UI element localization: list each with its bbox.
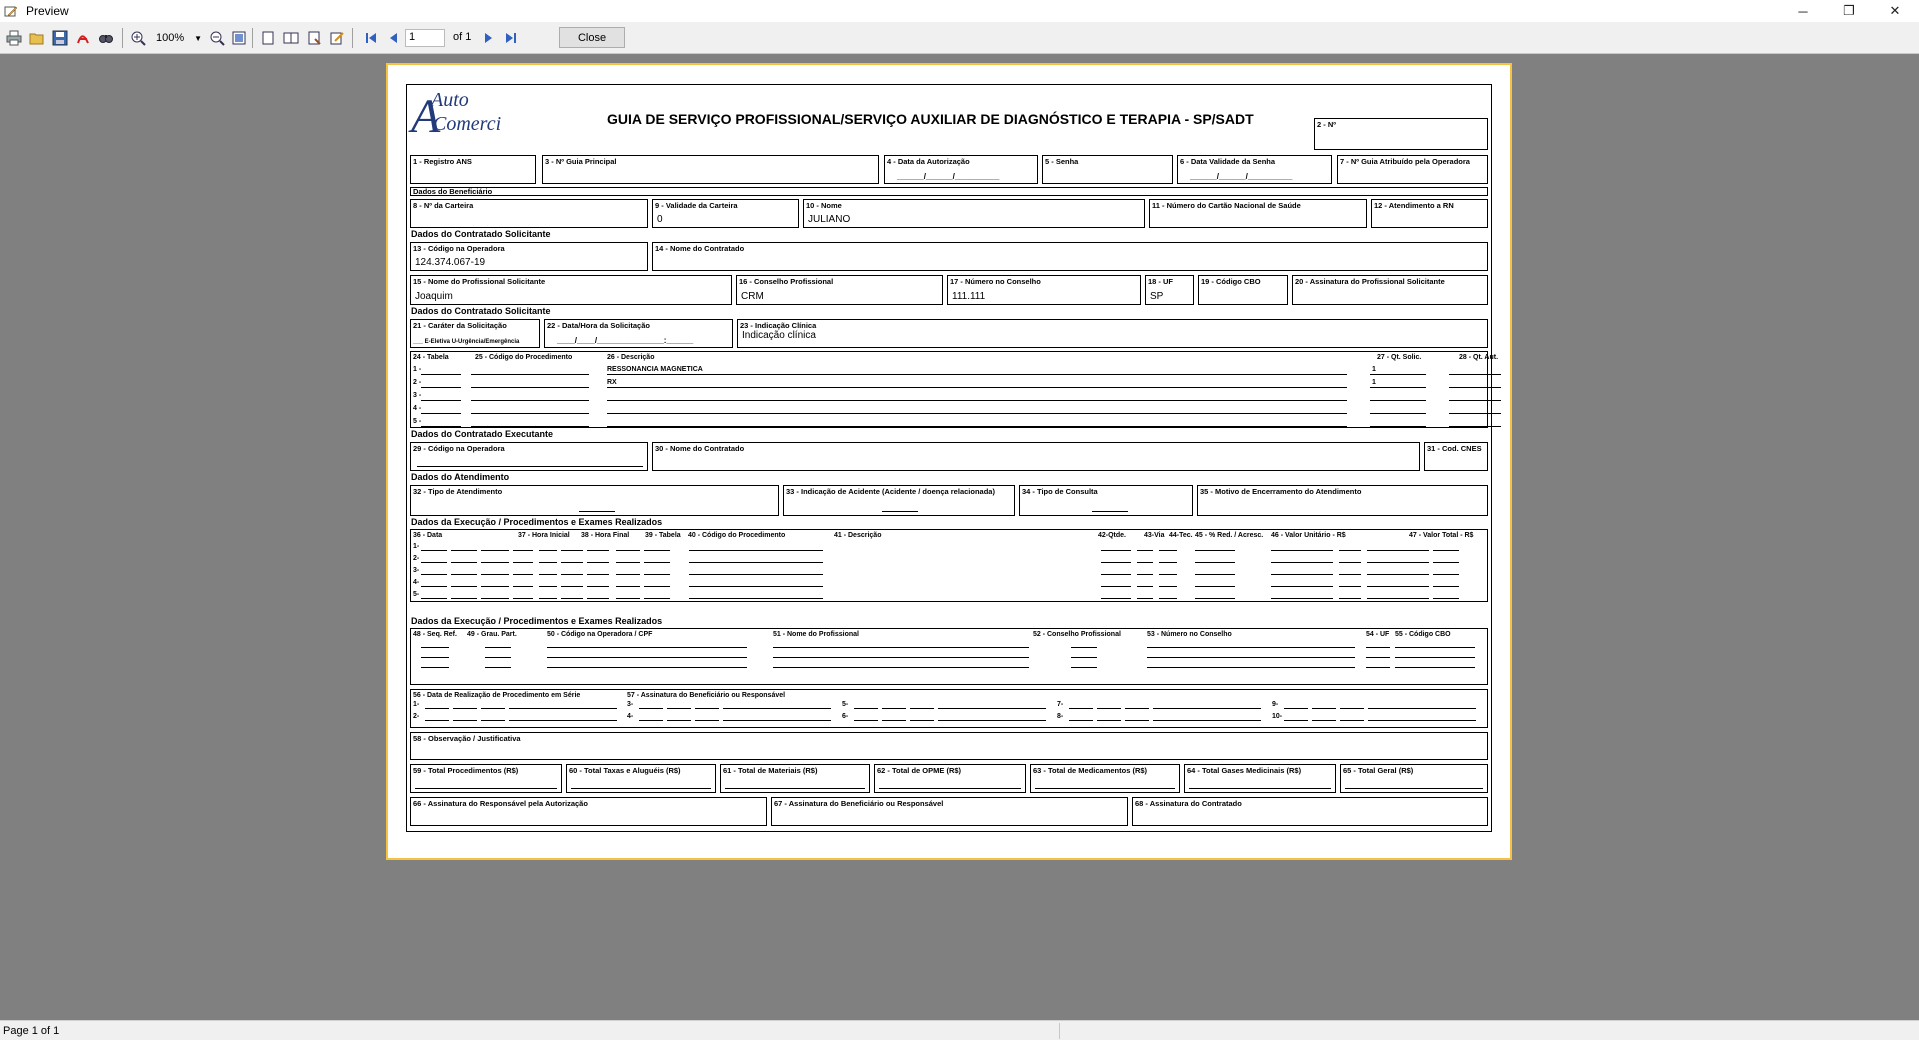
page-number-input[interactable]: 1 (405, 29, 445, 47)
underline (421, 426, 461, 427)
field-13: 13 - Código na Operadora 124.374.067-19 (410, 242, 648, 271)
underline (1137, 586, 1153, 587)
underline (1366, 657, 1390, 658)
underline (539, 550, 557, 551)
underline (1125, 720, 1149, 721)
underline (773, 667, 1029, 668)
field-10: 10 - Nome JULIANO (803, 199, 1145, 228)
section-solicitante-2: Dados do Contratado Solicitante (411, 306, 551, 316)
underline (1101, 598, 1131, 599)
underline (471, 374, 589, 375)
underline (471, 387, 589, 388)
underline (421, 550, 447, 551)
underline (481, 574, 509, 575)
underline (1159, 562, 1177, 563)
form-title: GUIA DE SERVIÇO PROFISSIONAL/SERVIÇO AUXILIAR DE DIAGNÓSTICO E TERAPIA - SP/SADT (607, 111, 1254, 127)
proc-row-number: 5 - (413, 418, 422, 425)
underline (451, 598, 477, 599)
underline (644, 586, 670, 587)
underline (1449, 413, 1501, 414)
serie-number: 6- (842, 713, 849, 720)
underline (1147, 647, 1355, 648)
underline (1071, 667, 1097, 668)
underline (1097, 708, 1121, 709)
underline (481, 598, 509, 599)
underline (1339, 598, 1361, 599)
underline (1137, 574, 1153, 575)
underline (481, 550, 509, 551)
underline (1147, 667, 1355, 668)
underline (561, 562, 583, 563)
underline (1137, 598, 1153, 599)
underline (1153, 720, 1261, 721)
underline (451, 574, 477, 575)
close-preview-button[interactable]: Close (559, 27, 625, 48)
underline (1137, 550, 1153, 551)
maximize-button[interactable]: ❐ (1843, 3, 1855, 18)
field-7: 7 - Nº Guia Atribuído pela Operadora (1337, 155, 1488, 184)
edit-page-icon[interactable] (327, 28, 347, 48)
underline (689, 586, 823, 587)
field-16: 16 - Conselho Profissional CRM (736, 275, 943, 305)
underline (644, 598, 670, 599)
field-64: 64 - Total Gases Medicinais (R$) (1184, 764, 1336, 793)
underline (1071, 657, 1097, 658)
underline (1370, 413, 1426, 414)
proc-row-number: 2 - (413, 379, 422, 386)
underline (1340, 720, 1364, 721)
sadt-form (406, 84, 1499, 832)
series-table: 56 - Data de Realização de Procedimento em Série 57 - Assinatura do Beneficiário ou Responsável 1- 2- 3- 4- 5- 6- 7- 8- 9- 10- (410, 689, 1488, 728)
underline (1367, 598, 1429, 599)
field-14: 14 - Nome do Contratado (652, 242, 1488, 271)
underline (1195, 574, 1235, 575)
underline (695, 708, 719, 709)
underline (854, 720, 878, 721)
underline (607, 413, 1347, 414)
underline (1395, 657, 1475, 658)
underline (451, 586, 477, 587)
underline (421, 657, 449, 658)
underline (1433, 598, 1459, 599)
exec-row-number: 2- (413, 555, 420, 562)
underline (1339, 574, 1361, 575)
underline (1366, 667, 1390, 668)
underline (509, 708, 617, 709)
underline (1368, 720, 1476, 721)
field-21: 21 - Caráter da Solicitação ___ E-Eletiva U-Urgência/Emergência (410, 319, 540, 348)
procedures-requested-table: 24 - Tabela 25 - Código do Procedimento 26 - Descrição 27 - Qt. Solic. 28 - Qt. Aut. 1 - RESSONANCIA MAGNETICA 1 2 - RX 1 3 - 4 - 5 - (410, 351, 1488, 428)
underline (1370, 387, 1426, 388)
underline (639, 708, 663, 709)
field-4: 4 - Data da Autorização ______/______/__________ (884, 155, 1038, 184)
underline (1370, 426, 1426, 427)
field-66: 66 - Assinatura do Responsável pela Autorização (410, 797, 767, 826)
minimize-button[interactable]: ─ (1798, 3, 1808, 19)
underline (773, 657, 1029, 658)
underline (481, 720, 505, 721)
app-icon (4, 5, 18, 18)
field-35: 35 - Motivo de Encerramento do Atendimento (1197, 485, 1488, 516)
underline (1271, 586, 1333, 587)
underline (513, 574, 533, 575)
field-34: 34 - Tipo de Consulta (1019, 485, 1193, 516)
field-1: 1 - Registro ANS (410, 155, 536, 184)
underline (1125, 708, 1149, 709)
serie-number: 2- (413, 713, 420, 720)
underline (471, 426, 589, 427)
field-19: 19 - Código CBO (1198, 275, 1288, 305)
underline (421, 400, 461, 401)
underline (1433, 562, 1459, 563)
field-6: 6 - Data Validade da Senha ______/______/__________ (1177, 155, 1332, 184)
underline (1159, 550, 1177, 551)
underline (1195, 550, 1235, 551)
underline (421, 562, 447, 563)
underline (513, 586, 533, 587)
serie-number: 5- (842, 701, 849, 708)
print-icon[interactable] (4, 28, 24, 48)
field-15: 15 - Nome do Profissional Solicitante Joaquim (410, 275, 732, 305)
underline (481, 708, 505, 709)
underline (1367, 562, 1429, 563)
underline (882, 720, 906, 721)
chevron-down-icon: ▼ (194, 33, 202, 43)
field-32: 32 - Tipo de Atendimento (410, 485, 779, 516)
underline (910, 708, 934, 709)
underline (607, 426, 1347, 427)
underline (1395, 647, 1475, 648)
proc-qty-requested: 1 (1372, 366, 1376, 373)
proc-row-number: 3 - (413, 392, 422, 399)
underline (854, 708, 878, 709)
underline (471, 400, 589, 401)
underline (1195, 598, 1235, 599)
underline (938, 720, 1046, 721)
zoom-select[interactable] (152, 29, 202, 47)
underline (1159, 598, 1177, 599)
underline (587, 550, 609, 551)
underline (616, 562, 640, 563)
underline (644, 550, 670, 551)
underline (1370, 374, 1426, 375)
underline (689, 598, 823, 599)
status-text: Page 1 of 1 (3, 1024, 60, 1037)
underline (513, 598, 533, 599)
underline (1449, 426, 1501, 427)
exec-row-number: 3- (413, 567, 420, 574)
field-65: 65 - Total Geral (R$) (1340, 764, 1488, 793)
underline (561, 574, 583, 575)
underline (1159, 574, 1177, 575)
underline (1339, 586, 1361, 587)
multi-page-icon[interactable] (281, 28, 301, 48)
preview-page (386, 63, 1512, 860)
proc-qty-requested: 1 (1372, 379, 1376, 386)
underline (421, 374, 461, 375)
title-bar (0, 0, 1919, 22)
field-30: 30 - Nome do Contratado (652, 442, 1420, 471)
underline (695, 720, 719, 721)
export-pdf-icon[interactable] (73, 28, 93, 48)
underline (1153, 708, 1261, 709)
underline (587, 586, 609, 587)
field-17: 17 - Número no Conselho 111.111 (947, 275, 1141, 305)
page-setup-icon[interactable] (304, 28, 324, 48)
underline (561, 598, 583, 599)
underline (451, 550, 477, 551)
field-29: 29 - Código na Operadora (410, 442, 648, 471)
underline (639, 720, 663, 721)
underline (485, 667, 511, 668)
underline (607, 387, 1347, 388)
serie-number: 7- (1057, 701, 1064, 708)
underline (938, 708, 1046, 709)
underline (421, 574, 447, 575)
underline (1101, 586, 1131, 587)
underline (547, 657, 747, 658)
field-8: 8 - Nº da Carteira (410, 199, 648, 228)
underline (1449, 400, 1501, 401)
underline (1433, 574, 1459, 575)
underline (1370, 400, 1426, 401)
underline (1137, 562, 1153, 563)
underline (539, 598, 557, 599)
underline (667, 720, 691, 721)
underline (513, 550, 533, 551)
underline (1159, 586, 1177, 587)
underline (421, 586, 447, 587)
underline (1147, 657, 1355, 658)
save-icon[interactable] (50, 28, 70, 48)
underline (1367, 550, 1429, 551)
field-5: 5 - Senha (1042, 155, 1173, 184)
exec-row-number: 5- (413, 591, 420, 598)
underline (689, 574, 823, 575)
underline (1195, 586, 1235, 587)
underline (723, 708, 831, 709)
proc-description: RESSONANCIA MAGNETICA (607, 366, 703, 373)
toolbar (0, 22, 1919, 54)
underline (689, 550, 823, 551)
first-page-icon[interactable] (361, 28, 381, 48)
field-59: 59 - Total Procedimentos (R$) (410, 764, 562, 793)
underline (689, 562, 823, 563)
logo: Auto A Comerci (411, 89, 502, 143)
underline (1433, 586, 1459, 587)
close-window-button[interactable]: ✕ (1889, 3, 1901, 18)
underline (1312, 720, 1336, 721)
field-68: 68 - Assinatura do Contratado (1132, 797, 1488, 826)
underline (587, 598, 609, 599)
field-63: 63 - Total de Medicamentos (R$) (1030, 764, 1180, 793)
underline (421, 413, 461, 414)
serie-number: 3- (627, 701, 634, 708)
underline (539, 574, 557, 575)
next-page-icon[interactable] (478, 28, 498, 48)
serie-number: 10- (1272, 713, 1283, 720)
underline (481, 586, 509, 587)
underline (425, 708, 449, 709)
underline (1101, 574, 1131, 575)
underline (1069, 720, 1093, 721)
underline (1069, 708, 1093, 709)
underline (1367, 586, 1429, 587)
field-12: 12 - Atendimento a RN (1371, 199, 1488, 228)
underline (485, 657, 511, 658)
underline (453, 708, 477, 709)
section-execucao: Dados da Execução / Procedimentos e Exames Realizados (411, 517, 663, 527)
last-page-icon[interactable] (501, 28, 521, 48)
serie-number: 4- (627, 713, 634, 720)
serie-number: 9- (1272, 701, 1279, 708)
underline (471, 413, 589, 414)
field-3: 3 - Nº Guia Principal (542, 155, 879, 184)
underline (421, 647, 449, 648)
zoom-value: 100% (156, 32, 185, 44)
underline (607, 400, 1347, 401)
field-33: 33 - Indicação de Acidente (Acidente / doença relacionada) (783, 485, 1015, 516)
zoom-out-icon[interactable] (207, 28, 227, 48)
underline (773, 647, 1029, 648)
underline (1097, 720, 1121, 721)
underline (616, 598, 640, 599)
underline (1101, 562, 1131, 563)
section-beneficiario: Dados do Beneficiário (410, 187, 1488, 196)
underline (451, 562, 477, 563)
underline (1284, 720, 1308, 721)
exec-row-number: 1- (413, 543, 420, 550)
underline (1449, 387, 1501, 388)
underline (539, 562, 557, 563)
serie-number: 1- (413, 701, 420, 708)
underline (1339, 562, 1361, 563)
field-62: 62 - Total de OPME (R$) (874, 764, 1026, 793)
underline (1339, 550, 1361, 551)
proc-row-number: 1 - (413, 366, 422, 373)
underline (1284, 708, 1308, 709)
underline (1312, 708, 1336, 709)
underline (547, 667, 747, 668)
underline (425, 720, 449, 721)
field-11: 11 - Número do Cartão Nacional de Saúde (1149, 199, 1367, 228)
underline (882, 708, 906, 709)
serie-number: 8- (1057, 713, 1064, 720)
underline (481, 562, 509, 563)
page-count: of 1 (453, 31, 472, 43)
underline (644, 574, 670, 575)
underline (723, 720, 831, 721)
underline (1271, 598, 1333, 599)
open-folder-icon[interactable] (27, 28, 47, 48)
underline (513, 562, 533, 563)
underline (1368, 708, 1476, 709)
window-title: Preview (26, 4, 69, 18)
field-18: 18 - UF SP (1145, 275, 1194, 305)
zoom-in-icon[interactable] (128, 28, 148, 48)
section-atendimento: Dados do Atendimento (411, 472, 510, 482)
underline (1101, 550, 1131, 551)
underline (1271, 550, 1333, 551)
underline (667, 708, 691, 709)
underline (1340, 708, 1364, 709)
field-60: 60 - Total Taxas e Aluguéis (R$) (566, 764, 716, 793)
find-icon[interactable] (96, 28, 116, 48)
underline (1271, 574, 1333, 575)
professionals-table: 48 - Seq. Ref. 49 - Grau. Part. 50 - Código na Operadora / CPF 51 - Nome do Profissional 52 - Conselho Profissional 53 - Número no Conselho 54 - UF 55 - Código CBO (410, 628, 1488, 685)
underline (547, 647, 747, 648)
underline (910, 720, 934, 721)
underline (485, 647, 511, 648)
underline (421, 387, 461, 388)
field-22: 22 - Data/Hora da Solicitação ____/____/_______________:______ (544, 319, 733, 348)
underline (539, 586, 557, 587)
field-23: 23 - Indicação Clínica Indicação clínica (737, 319, 1488, 348)
section-executante: Dados do Contratado Executante (411, 429, 554, 439)
underline (421, 598, 447, 599)
status-bar (0, 1020, 1919, 1040)
underline (1433, 550, 1459, 551)
underline (453, 720, 477, 721)
field-58: 58 - Observação / Justificativa (410, 732, 1488, 760)
underline (1271, 562, 1333, 563)
previous-page-icon[interactable] (384, 28, 404, 48)
underline (587, 574, 609, 575)
underline (616, 574, 640, 575)
underline (644, 562, 670, 563)
underline (1449, 374, 1501, 375)
procedures-executed-table: 36 - Data 37 - Hora Inicial 38 - Hora Final 39 - Tabela 40 - Código do Procedimento 41 - Descrição 42-Qtde. 43-Via 44-Tec. 45 - % Red. / Acresc. 46 - Valor Unitário - R$ 47 - Valor Total - R$ 1- 2- 3- 4- 5- (410, 529, 1488, 602)
underline (1395, 667, 1475, 668)
underline (1195, 562, 1235, 563)
field-20: 20 - Assinatura do Profissional Solicitante (1292, 275, 1488, 305)
fit-page-icon[interactable] (229, 28, 249, 48)
underline (561, 550, 583, 551)
underline (616, 550, 640, 551)
field-67: 67 - Assinatura do Beneficiário ou Responsável (771, 797, 1128, 826)
underline (1071, 647, 1097, 648)
single-page-icon[interactable] (258, 28, 278, 48)
field-9: 9 - Validade da Carteira 0 (652, 199, 799, 228)
underline (616, 586, 640, 587)
field-61: 61 - Total de Materiais (R$) (720, 764, 870, 793)
section-solicitante: Dados do Contratado Solicitante (411, 229, 551, 239)
underline (607, 374, 1347, 375)
field-31: 31 - Cod. CNES (1424, 442, 1488, 471)
underline (561, 586, 583, 587)
proc-row-number: 4 - (413, 405, 422, 412)
proc-description: RX (607, 379, 617, 386)
underline (509, 720, 617, 721)
underline (421, 667, 449, 668)
underline (1366, 647, 1390, 648)
underline (1367, 574, 1429, 575)
underline (587, 562, 609, 563)
section-execucao-2: Dados da Execução / Procedimentos e Exames Realizados (411, 616, 663, 626)
field-2: 2 - Nº (1314, 118, 1488, 150)
exec-row-number: 4- (413, 579, 420, 586)
